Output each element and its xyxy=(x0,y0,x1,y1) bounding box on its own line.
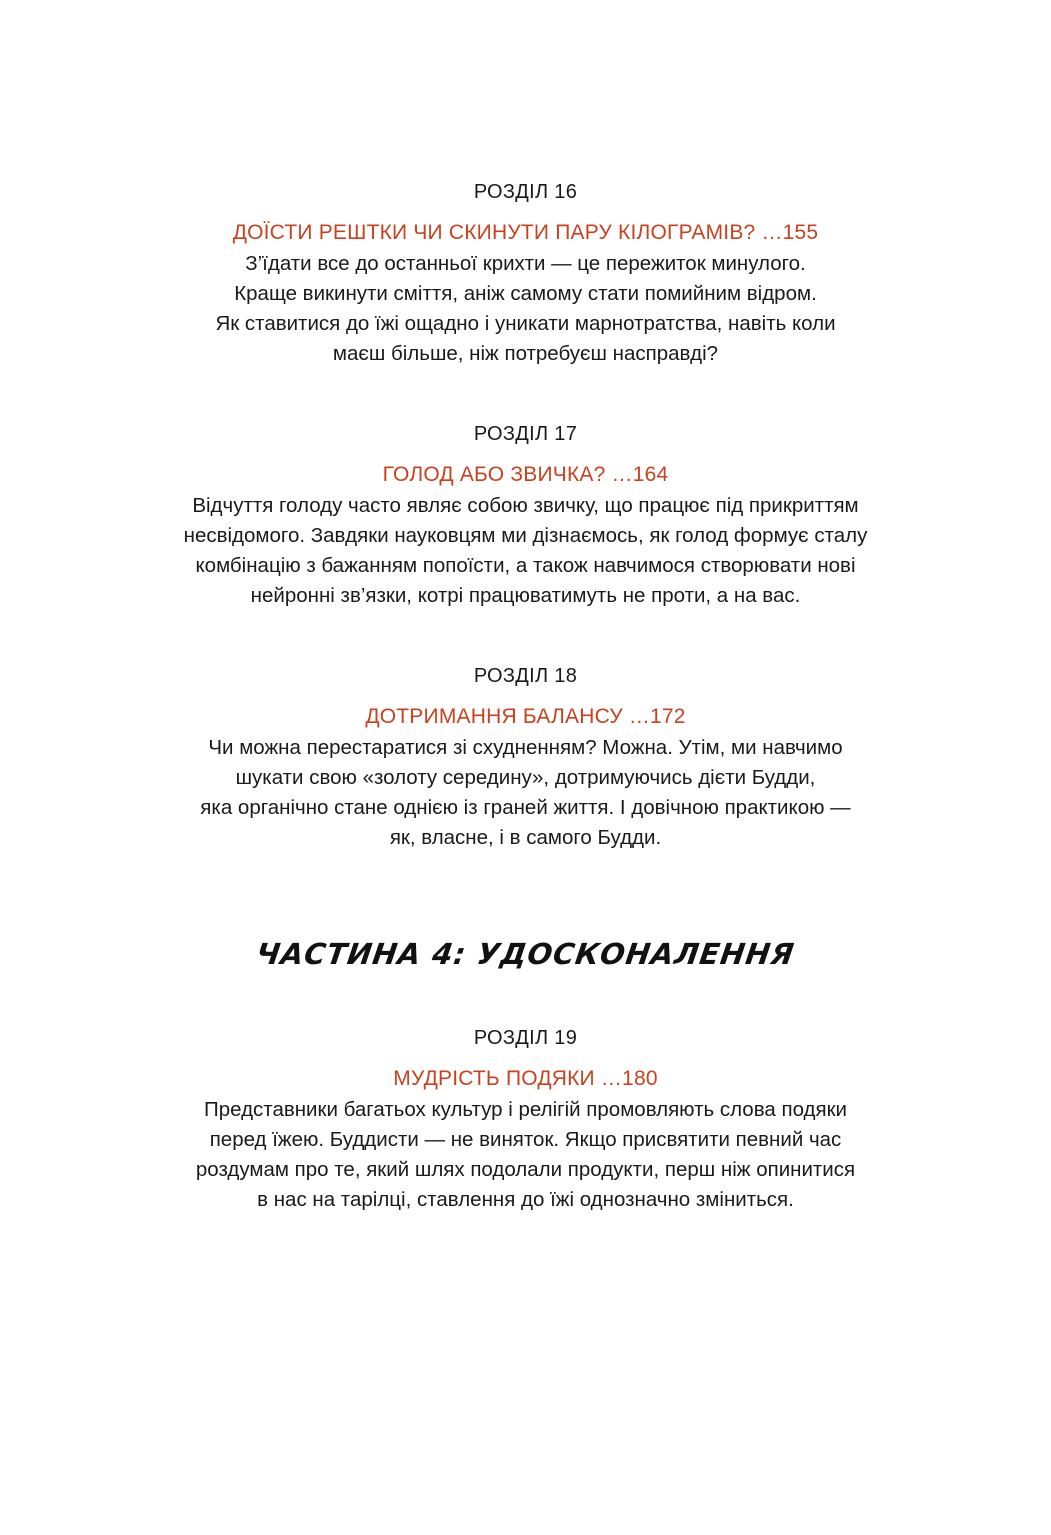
description-line: Відчуття голоду часто являє собою звичку, що працює під прикриттям xyxy=(192,494,859,517)
description-line: комбінацію з бажанням попоїсти, а також навчимося створювати нові xyxy=(195,554,856,577)
chapter-title: ДОЇСТИ РЕШТКИ ЧИ СКИНУТИ ПАРУ КІЛОГРАМІВ? …155 xyxy=(232,221,819,244)
chapter-17 xyxy=(0,422,1051,611)
chapter-16 xyxy=(0,180,1051,369)
chapter-19 xyxy=(0,1026,1051,1215)
chapter-title: ДОТРИМАННЯ БАЛАНСУ …172 xyxy=(365,705,686,728)
chapter-title: МУДРІСТЬ ПОДЯКИ …180 xyxy=(393,1067,658,1090)
chapter-label: РОЗДІЛ 18 xyxy=(473,665,578,687)
description-line: Краще викинути сміття, аніж самому стати помийним відром. xyxy=(234,282,817,305)
description-line: Як ставитися до їжі ощадно і уникати марнотратства, навіть коли xyxy=(215,312,836,335)
description-line: перед їжею. Буддисти — не виняток. Якщо присвятити певний час xyxy=(209,1128,842,1151)
description-line: в нас на тарілці, ставлення до їжі однозначно зміниться. xyxy=(257,1188,794,1211)
chapter-label: РОЗДІЛ 17 xyxy=(473,423,578,445)
chapter-label: РОЗДІЛ 19 xyxy=(473,1027,578,1049)
description-line: як, власне, і в самого Будди. xyxy=(389,826,662,849)
chapter-description xyxy=(0,491,1051,611)
description-line: З’їдати все до останньої крихти — це пережиток минулого. xyxy=(245,252,806,275)
part-heading: ЧАСТИНА 4: УДОСКОНАЛЕННЯ xyxy=(254,937,797,971)
description-line: Чи можна перестаратися зі схудненням? Можна. Утім, ми навчимо xyxy=(208,736,843,759)
description-line: Представники багатьох культур і релігій промовляють слова подяки xyxy=(203,1098,848,1121)
description-line: роздумам про те, який шлях подолали продукти, перш ніж опинитися xyxy=(195,1158,856,1181)
description-line: маєш більше, ніж потребуєш насправді? xyxy=(332,342,719,365)
description-line: шукати свою «золоту середину», дотримуючись дієти Будди, xyxy=(235,766,816,789)
chapter-description xyxy=(0,249,1051,369)
chapter-18 xyxy=(0,664,1051,853)
chapter-description xyxy=(0,1095,1051,1215)
chapter-label: РОЗДІЛ 16 xyxy=(473,181,578,203)
chapter-title: ГОЛОД АБО ЗВИЧКА? …164 xyxy=(382,463,669,486)
chapter-description xyxy=(0,733,1051,853)
description-line: нейронні зв’язки, котрі працюватимуть не проти, а на вас. xyxy=(250,584,801,607)
description-line: несвідомого. Завдяки науковцям ми дізнаємось, як голод формує сталу xyxy=(183,524,868,547)
description-line: яка органічно стане однією із граней життя. І довічною практикою — xyxy=(200,796,851,819)
